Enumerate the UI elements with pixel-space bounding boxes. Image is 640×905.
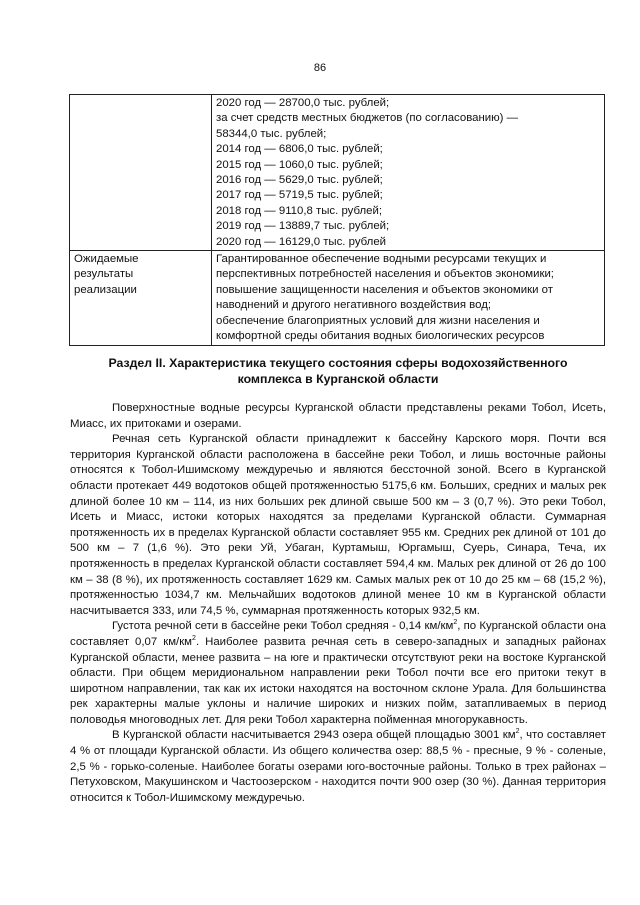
result-item: повышение защищенности населения и объектов экономики от наводнений и другого негативного воздействия вод; [216, 283, 553, 312]
program-passport-table [69, 94, 605, 346]
funding-line: 2020 год — 16129,0 тыс. рублей [216, 235, 387, 248]
text-run: Густота речной сети в бассейне реки Тобол средняя - 0,14 км/км [112, 620, 454, 633]
text-run: , что составляет 4 % от площади Курганской области. Из общего количества озер: 88,5 % - пресные, 9 % - соленые, 2,5 % - горько-соленые. Наиболее богаты озерами юго-восточные районы. Только в трех районах – Петуховском, Макушинском и Частоозерском - находится почти 900 озер (30 %). Данная территория относится к Тобол-Ишимскому междуречью. [70, 729, 606, 804]
section-title-line: комплекса в Курганской области [237, 372, 439, 386]
label-line: Ожидаемые [74, 253, 139, 266]
text-run: . Наиболее развита речная сеть в северо-западных и западных районах Курганской области, менее развита – на юге и практически отсутствуют реки на востоке Курганской области. При общем меридиональном направлении реки Тобол почти все его притоки текут в широтном направлении, так как их истоки находятся на восточном склоне Урала. Для большинства рек характерны малые уклоны и наличие широких и низких пойм, затапливаемых в период половодья многоводных лет. Для реки Тобол характерна пойменная многорукавность. [70, 635, 606, 726]
text-run: , по Курганской области она составляет 0,07 км/км [70, 620, 606, 648]
label-line: результаты [74, 268, 134, 281]
body-text [70, 401, 606, 806]
table-row [70, 95, 605, 251]
superscript: 2 [192, 635, 196, 643]
funding-line: 2018 год — 9110,8 тыс. рублей; [216, 204, 382, 217]
expected-results-label [70, 251, 212, 345]
paragraph: Речная сеть Курганской области принадлежит к бассейну Карского моря. Почти вся территория Курганской области расположена в бассейне реки Тобол, и лишь восточные районы относятся к Тобол-Ишимскому междуречью и являются бессточной зоной. Всего в Курганской области протекает 449 водотоков общей протяженностью 5175,6 км. Больших, средних и малых рек длиной более 10 км – 114, из них больших рек длиной свыше 500 км – 3 (0,7 %). Это реки Тобол, Исеть и Миасс, истоки которых находятся за пределами Курганской области. Суммарная протяженность их в пределах Курганской области составляет 955 км. Средних рек длиной от 101 до 500 км – 7 (1,6 %). Это реки Уй, Убаган, Куртамыш, Юргамыш, Суерь, Синара, Теча, их протяженность в пределах Курганской области составляет 594,4 км. Малых рек длиной от 26 до 100 км – 38 (8 %), их протяженность составляет 1629 км. Самых малых рек от 10 до 25 км – 68 (15,2 %), протяженностью 1034,7 км. Мельчайших водотоков длиной менее 10 км в Курганской области насчитывается 333, или 74,5 %, суммарная протяженность которых 932,5 км. [70, 433, 606, 617]
expected-results-text [212, 251, 605, 345]
funding-line: за счет средств местных бюджетов (по согласованию) — [216, 112, 519, 125]
funding-line: 58344,0 тыс. рублей; [216, 127, 327, 140]
funding-line: 2019 год — 13889,7 тыс. рублей; [216, 220, 390, 233]
funding-line: 2017 год — 5719,5 тыс. рублей; [216, 189, 383, 202]
superscript: 2 [515, 728, 520, 736]
label-line: реализации [74, 283, 137, 296]
funding-line: 2020 год — 28700,0 тыс. рублей; [216, 97, 390, 109]
paragraph: Поверхностные водные ресурсы Курганской области представлены реками Тобол, Исеть, Миасс, их притоками и озерами. [70, 402, 606, 430]
paragraph [70, 619, 606, 728]
superscript: 2 [453, 619, 458, 627]
funding-line: 2014 год — 6806,0 тыс. рублей; [216, 143, 383, 156]
text-run: В Курганской области насчитывается 2943 озера общей площадью 3001 км [112, 729, 516, 742]
result-item: обеспечение благоприятных условий для жизни населения и комфортной среды обитания водных биологических ресурсов [216, 314, 545, 343]
section-title [70, 355, 606, 387]
funding-line: 2015 год — 1060,0 тыс. рублей; [216, 158, 383, 171]
table-row [70, 251, 605, 345]
section-title-line: Раздел II. Характеристика текущего состояния сферы водохозяйственного [108, 356, 568, 370]
funding-cell [212, 95, 605, 251]
paragraph [70, 728, 606, 806]
table-cell-empty [70, 95, 212, 251]
result-item: Гарантированное обеспечение водными ресурсами текущих и перспективных потребностей населения и объектов экономики; [216, 253, 554, 281]
funding-line: 2016 год — 5629,0 тыс. рублей; [216, 174, 383, 187]
page-number: 86 [313, 62, 327, 74]
